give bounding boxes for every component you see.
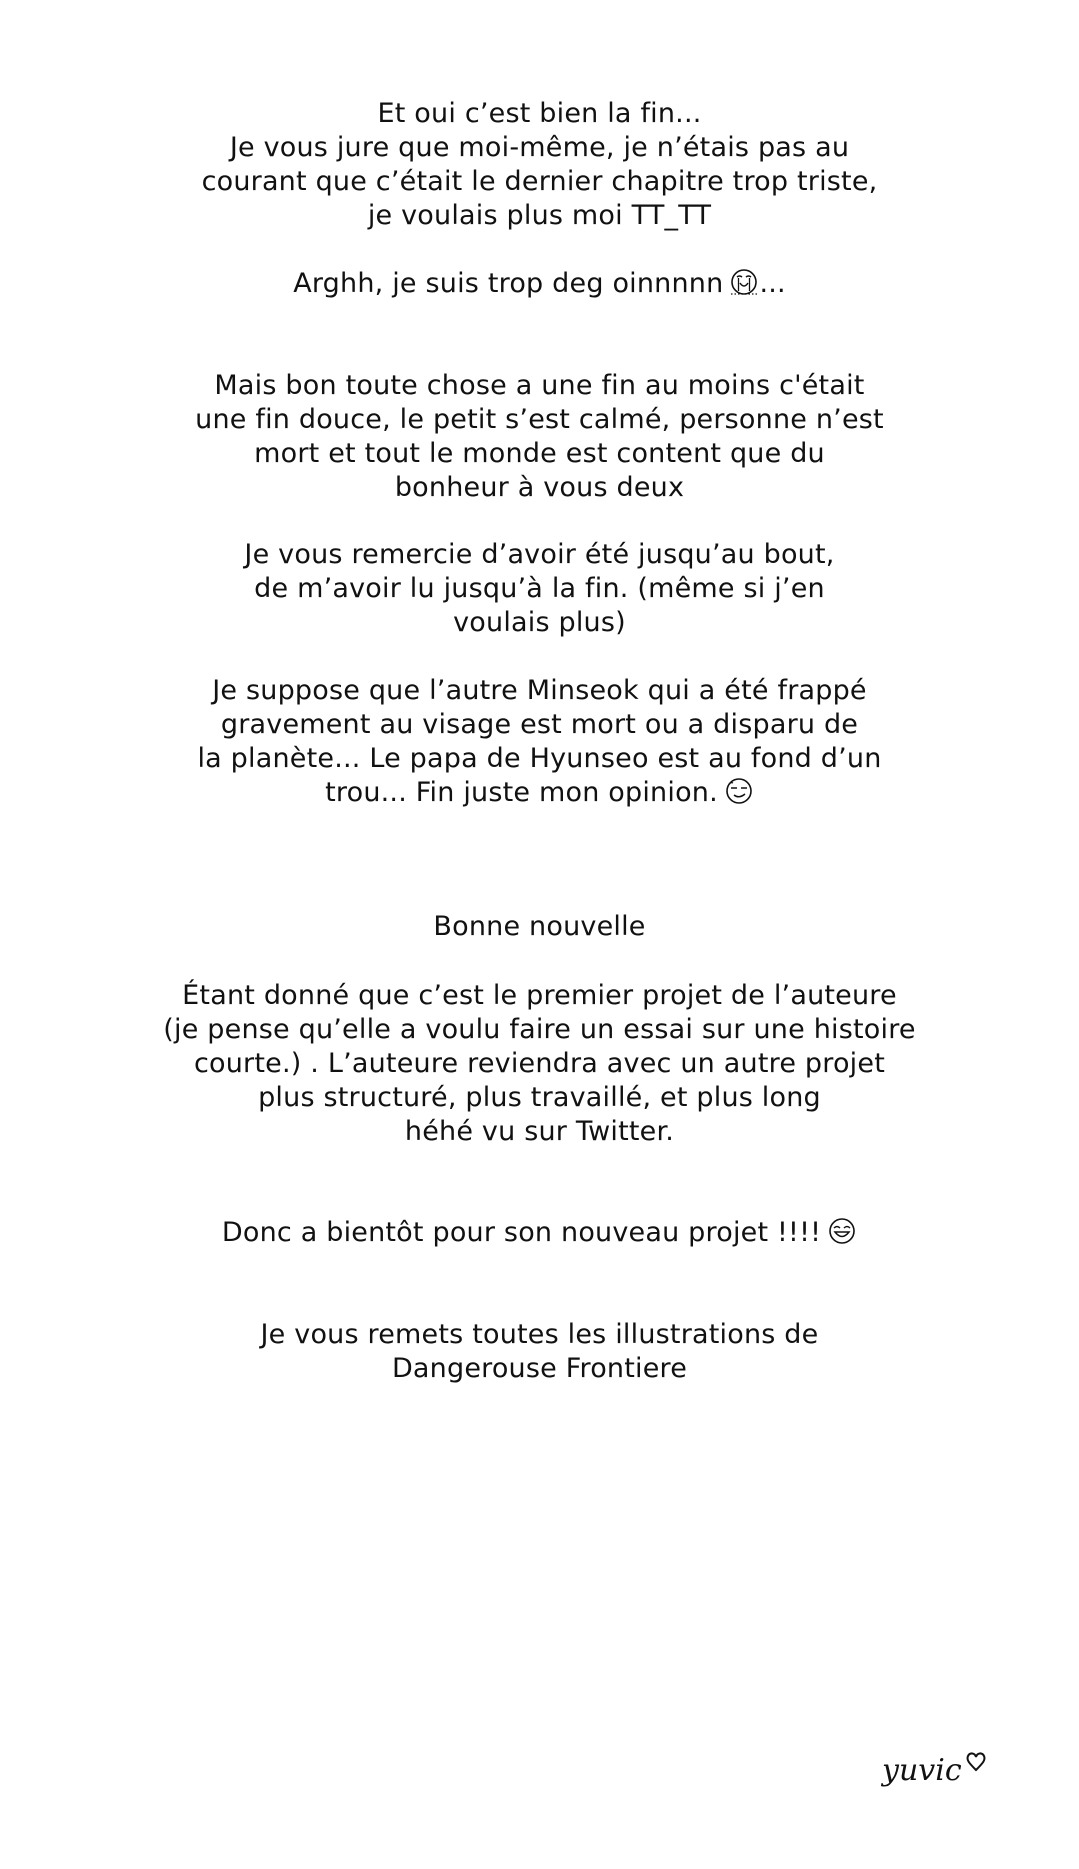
signature-text: yuvic <box>882 1753 962 1788</box>
heart-icon <box>967 1753 984 1770</box>
text-line-19: (je pense qu’elle a voulu faire un essai sur une histoire <box>163 1014 916 1045</box>
text-line-21: plus structuré, plus travaillé, et plus long <box>258 1082 821 1113</box>
text-line-3: courant que c’était le dernier chapitre trop triste, <box>201 166 878 197</box>
signature <box>880 1740 990 1796</box>
text-line-23-text: Donc a bientôt pour son nouveau projet !!!! <box>221 1217 822 1248</box>
text-line-16-text: trou... Fin juste mon opinion. <box>325 777 718 808</box>
text-line-22: héhé vu sur Twitter. <box>404 1116 675 1147</box>
text-line-7: une fin douce, le petit s’est calmé, personne n’est <box>195 404 884 435</box>
text-line-12: voulais plus) <box>453 607 626 638</box>
text-line-9: bonheur à vous deux <box>394 472 685 503</box>
text-line-5 <box>0 264 1079 304</box>
text-line-1: Et oui c’est bien la fin... <box>377 98 702 129</box>
text-line-14: gravement au visage est mort ou a disparu de <box>220 709 859 740</box>
text-line-8: mort et tout le monde est content que du <box>254 438 825 469</box>
section-heading: Bonne nouvelle <box>433 911 646 942</box>
smug-face-icon <box>724 776 754 806</box>
text-line-15: la planète... Le papa de Hyunseo est au fond d’un <box>197 743 882 774</box>
text-line-5-tail: ... <box>759 268 786 299</box>
text-line-11: de m’avoir lu jusqu’à la fin. (même si j’en <box>254 573 825 604</box>
text-line-20: courte.) . L’auteure reviendra avec un autre projet <box>193 1048 885 1079</box>
text-line-24: Je vous remets toutes les illustrations de <box>260 1319 819 1350</box>
text-line-13: Je suppose que l’autre Minseok qui a été frappé <box>212 675 867 706</box>
text-line-25: Dangerouse Frontiere <box>391 1353 688 1384</box>
text-line-18: Étant donné que c’est le premier projet de l’auteure <box>182 980 897 1011</box>
crying-face-icon <box>729 267 759 297</box>
text-line-23 <box>0 1213 1079 1253</box>
text-line-16 <box>0 773 1079 813</box>
laughing-face-icon <box>827 1216 857 1246</box>
text-line-4: je voulais plus moi TT_TT <box>367 200 712 231</box>
text-line-2: Je vous jure que moi-même, je n’étais pas au <box>229 132 850 163</box>
text-line-10: Je vous remercie d’avoir été jusqu’au bout, <box>244 539 835 570</box>
text-line-6: Mais bon toute chose a une fin au moins c'était <box>214 370 865 401</box>
text-line-5-text: Arghh, je suis trop deg oinnnnn <box>293 268 724 299</box>
